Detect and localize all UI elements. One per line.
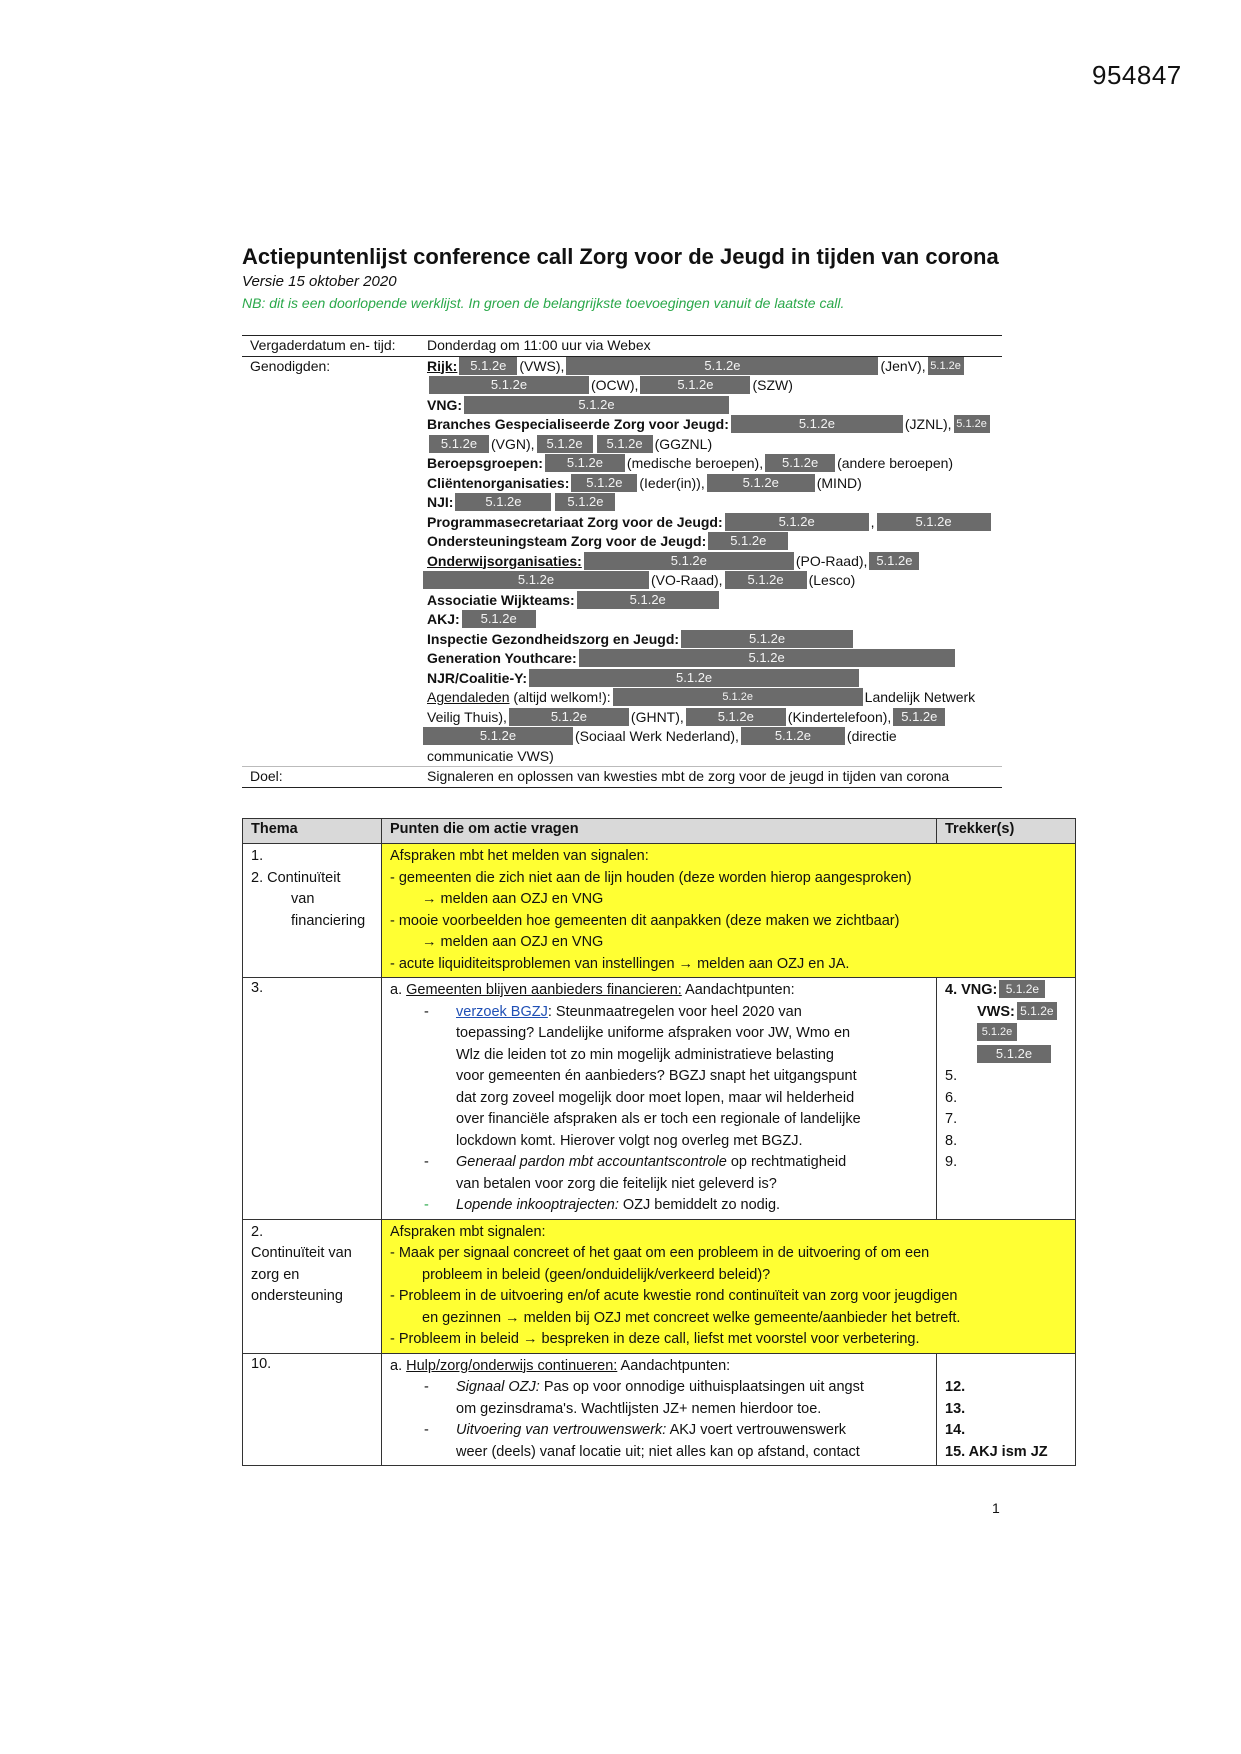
bullet-text: dat zorg zoveel mogelijk door moet lopen, maar wil helderheid — [456, 1089, 855, 1106]
org-njr: NJR/Coalitie-Y: — [427, 669, 528, 686]
redaction: 5.1.2e — [725, 571, 807, 589]
org-szw: (SZW) — [752, 377, 793, 393]
bullet-text: AKJ voert vertrouwenswerk — [666, 1422, 847, 1438]
item-number: 9. — [945, 1154, 958, 1170]
redaction: 5.1.2e — [686, 708, 786, 726]
redaction: 5.1.2e — [613, 688, 863, 706]
theme-text: van — [291, 891, 315, 907]
org-ggznl: (GGZNL) — [654, 435, 713, 452]
org-wijkteams: Associatie Wijkteams: — [427, 591, 575, 608]
item-title: Gemeenten blijven aanbieders financieren: — [406, 982, 682, 998]
agendaleden-welkom: (altijd welkom!): — [513, 689, 611, 705]
action-line: - gemeenten die zich niet aan de lijn houden (deze worden hierop aangesproken) — [390, 869, 912, 886]
redaction: 5.1.2e — [429, 376, 589, 394]
bullet-italic: Signaal OZJ: — [456, 1379, 540, 1395]
redaction: 5.1.2e — [579, 649, 955, 667]
action-line: - acute liquiditeitsproblemen van instellingen → melden aan OZJ en JA. — [390, 955, 850, 972]
item-number: 6. — [945, 1089, 958, 1106]
redaction: 5.1.2e — [597, 435, 653, 453]
item-title: Hulp/zorg/onderwijs continueren: — [406, 1357, 618, 1374]
redaction: 5.1.2e — [429, 435, 489, 453]
bullet-italic: Lopende inkooptrajecten: — [456, 1197, 619, 1213]
item-number: 13. — [945, 1400, 966, 1417]
table-row — [243, 844, 1076, 978]
action-line: Afspraken mbt het melden van signalen: — [390, 848, 649, 864]
trekker-vws: VWS: — [977, 1003, 1015, 1020]
org-branches: Branches Gespecialiseerde Zorg voor Jeugd: — [427, 416, 729, 432]
header-thema: Thema — [243, 819, 382, 844]
redaction: 5.1.2e — [765, 454, 835, 472]
table-row — [243, 1219, 1076, 1353]
trekkers-cell — [937, 1353, 1076, 1466]
org-vws: (VWS), — [519, 357, 565, 374]
org-landelijk: Landelijk Netwerk — [864, 689, 976, 705]
redaction: 5.1.2e — [1017, 1002, 1057, 1020]
item-rest: Aandachtpunten: — [617, 1357, 731, 1374]
theme-cell — [243, 844, 382, 978]
org-jznl: (JZNL), — [904, 416, 952, 432]
action-line: probleem in beleid (geen/onduidelijk/verkeerd beleid)? — [422, 1266, 771, 1283]
bullet-text: : Steunmaatregelen voor heel 2020 van — [547, 1003, 802, 1020]
redaction: 5.1.2e — [571, 474, 637, 492]
theme-number: 1. — [251, 848, 264, 864]
action-line: - Maak per signaal concreet of het gaat om een probleem in de uitvoering of om een — [390, 1245, 930, 1261]
redaction: 5.1.2e — [566, 357, 878, 375]
invitees-label: Genodigden: — [250, 357, 331, 374]
redaction: 5.1.2e — [977, 1023, 1017, 1041]
page-number: 1 — [992, 1500, 1000, 1516]
theme-number: 2. — [251, 1223, 264, 1240]
org-kindertelefoon: (Kindertelefoon), — [787, 708, 892, 725]
item-number: 15. AKJ ism JZ — [945, 1443, 1048, 1460]
redaction: 5.1.2e — [577, 591, 719, 609]
bullet-text: OZJ bemiddelt zo nodig. — [618, 1197, 781, 1213]
org-vng: VNG: — [427, 396, 462, 413]
version-line: Versie 15 oktober 2020 — [242, 273, 397, 290]
redaction: 5.1.2e — [741, 727, 845, 745]
item-number: 7. — [945, 1111, 958, 1127]
bullet-text: over financiële afspraken als er toch een regionale of landelijke — [456, 1111, 861, 1127]
date-label: Vergaderdatum en- tijd: — [250, 337, 396, 353]
verzoek-bgzj-link[interactable]: verzoek BGZJ — [456, 1003, 548, 1020]
redaction: 5.1.2e — [537, 435, 593, 453]
redaction: 5.1.2e — [584, 552, 794, 570]
bullet-text: voor gemeenten én aanbieders? BGZJ snapt het uitgangspunt — [456, 1068, 857, 1084]
item-number: 8. — [945, 1132, 958, 1149]
redaction: 5.1.2e — [529, 669, 859, 687]
org-voraad: (VO-Raad), — [651, 572, 723, 588]
redaction: 5.1.2e — [977, 1045, 1051, 1063]
org-veilig-thuis: Veilig Thuis), — [427, 708, 507, 725]
item-prefix: a. — [390, 982, 407, 998]
org-mind: (MIND) — [816, 474, 862, 491]
redaction: 5.1.2e — [954, 415, 990, 433]
org-onderwijs: Onderwijsorganisaties: — [427, 552, 582, 569]
table-row — [243, 1353, 1076, 1466]
action-cell — [382, 844, 1076, 978]
bullet-text: Pas op voor onnodige uithuisplaatsingen uit angst — [539, 1379, 864, 1395]
redaction: 5.1.2e — [731, 415, 903, 433]
theme-cell: 3. — [243, 978, 382, 1220]
redaction: 5.1.2e — [928, 357, 964, 375]
org-akj: AKJ: — [427, 611, 460, 627]
org-directie: (directie — [846, 728, 897, 744]
comma: , — [870, 513, 875, 530]
org-programma: Programmasecretariaat Zorg voor de Jeugd: — [427, 513, 723, 530]
item-number: 12. — [945, 1379, 966, 1395]
org-ghnt: (GHNT), — [630, 708, 684, 725]
action-cell: a. Gemeenten blijven aanbieders financieren: Aandachtpunten: - verzoek BGZJ: Steunmaatregelen voor heel 2020 van toepassing? Landelijke uniforme afspraken voor JW, Wmo en Wlz die leiden tot zo min mogelijk administratieve belasting voor gemeenten én aanbieders? BGZJ snapt het uitgangspunt dat zorg zoveel mogelijk door moet lopen, maar wil helderheid over financiële afspraken als er toch een regionale of landelijke lockdown komt. Hierover volgt nog overleg met BGZJ. - Generaal pardon mbt accountantscontrole op rechtmatigheid van betalen voor zorg die feitelijk niet geleverd is? - Lopende inkooptrajecten: OZJ bemiddelt zo nodig. — [382, 978, 937, 1220]
document-number: 954847 — [1092, 60, 1182, 90]
org-rijk: Rijk: — [427, 357, 458, 374]
org-client: Cliëntenorganisaties: — [427, 474, 570, 491]
action-line: en gezinnen → melden bij OZJ met concreet welke gemeente/aanbieder het betreft. — [422, 1309, 961, 1326]
redaction: 5.1.2e — [423, 727, 573, 745]
bullet-italic: Generaal pardon mbt accountantscontrole — [456, 1154, 727, 1170]
redaction: 5.1.2e — [555, 493, 615, 511]
org-sociaal-werk: (Sociaal Werk Nederland), — [575, 728, 739, 744]
redaction: 5.1.2e — [640, 376, 750, 394]
org-poraad: (PO-Raad), — [795, 552, 868, 569]
theme-text: Continuïteit van — [251, 1245, 352, 1261]
action-line: - Probleem in beleid → bespreken in deze call, liefst met voorstel voor verbetering. — [390, 1331, 920, 1347]
org-lesco: (Lesco) — [808, 572, 856, 588]
header-punten: Punten die om actie vragen — [382, 819, 937, 844]
bullet-text: toepassing? Landelijke uniforme afspraken voor JW, Wmo en — [456, 1025, 851, 1041]
org-iederin: (Ieder(in)), — [639, 474, 705, 491]
org-vgn: (VGN), — [491, 435, 535, 452]
theme-text: ondersteuning — [251, 1288, 343, 1304]
redaction: 5.1.2e — [893, 708, 945, 726]
table-header — [243, 819, 1076, 844]
theme-text: zorg en — [251, 1266, 300, 1283]
bullet-text: op rechtmatigheid — [726, 1154, 847, 1170]
action-line: → melden aan OZJ en VNG — [422, 891, 604, 907]
trekkers-cell — [937, 978, 1076, 1220]
meeting-details — [242, 335, 1002, 788]
org-jenv: (JenV), — [880, 357, 926, 374]
org-ondersteuning: Ondersteuningsteam Zorg voor de Jeugd: — [427, 533, 707, 549]
page-title: Actiepuntenlijst conference call Zorg voor de Jeugd in tijden van corona — [242, 244, 999, 269]
redaction: 5.1.2e — [877, 513, 991, 531]
org-communicatie: communicatie VWS) — [427, 747, 554, 764]
redaction: 5.1.2e — [707, 474, 815, 492]
bullet-text: Wlz die leiden tot zo min mogelijk administratieve belasting — [456, 1046, 834, 1063]
action-line: Afspraken mbt signalen: — [390, 1223, 546, 1240]
theme-cell: 10. — [243, 1353, 382, 1466]
green-note: NB: dit is een doorlopende werklijst. In groen de belangrijkste toevoegingen vanuit de laatste call. — [242, 295, 845, 311]
redaction: 5.1.2e — [725, 513, 869, 531]
goal-label: Doel: — [250, 768, 283, 784]
redaction: 5.1.2e — [423, 571, 649, 589]
action-line: → melden aan OZJ en VNG — [422, 934, 604, 950]
action-table — [242, 818, 1076, 1466]
trekker-vng: 4. VNG: — [945, 982, 998, 998]
theme-cell — [243, 1219, 382, 1353]
goal-value: Signaleren en oplossen van kwesties mbt de zorg voor de jeugd in tijden van corona — [427, 768, 950, 784]
org-medisch: (medische beroepen), — [626, 455, 764, 471]
action-line: - Probleem in de uitvoering en/of acute kwestie rond continuïteit van zorg voor jeugdigen — [390, 1288, 958, 1304]
org-beroepsgroepen: Beroepsgroepen: — [427, 455, 543, 471]
item-prefix: a. — [390, 1357, 407, 1374]
theme-text: 2. Continuïteit — [251, 869, 341, 886]
item-number: 14. — [945, 1422, 966, 1438]
org-inspectie: Inspectie Gezondheidszorg en Jeugd: — [427, 630, 680, 647]
redaction: 5.1.2e — [545, 454, 625, 472]
agendaleden: Agendaleden — [427, 689, 510, 705]
bullet-italic: Uitvoering van vertrouwenswerk: — [456, 1422, 667, 1438]
redaction: 5.1.2e — [462, 610, 536, 628]
header-trekkers: Trekker(s) — [937, 819, 1076, 844]
redaction: 5.1.2e — [464, 396, 729, 414]
item-number: 5. — [945, 1068, 958, 1084]
date-value: Donderdag om 11:00 uur via Webex — [427, 337, 651, 353]
invitees-list — [427, 357, 1002, 767]
action-cell: a. Hulp/zorg/onderwijs continueren: Aandachtpunten: - Signaal OZJ: Pas op voor onnodige uithuisplaatsingen uit angst om gezinsdrama's. Wachtlijsten JZ+ nemen hierdoor toe. - Uitvoering van vertrouwenswerk: AKJ voert vertrouwenswerk weer (deels) vanaf locatie uit; niet alles kan op afstand, contact — [382, 1353, 937, 1466]
action-cell — [382, 1219, 1076, 1353]
org-nji: NJI: — [427, 494, 454, 510]
org-generation: Generation Youthcare: — [427, 650, 577, 666]
action-line: - mooie voorbeelden hoe gemeenten dit aanpakken (deze maken we zichtbaar) — [390, 912, 900, 929]
bullet-text: van betalen voor zorg die feitelijk niet geleverd is? — [456, 1175, 777, 1192]
redaction: 5.1.2e — [708, 532, 788, 550]
bullet-text: om gezinsdrama's. Wachtlijsten JZ+ nemen hierdoor toe. — [456, 1400, 822, 1417]
bullet-text: weer (deels) vanaf locatie uit; niet alles kan op afstand, contact — [456, 1443, 860, 1460]
org-andere: (andere beroepen) — [837, 455, 954, 471]
bullet-text: lockdown komt. Hierover volgt nog overleg met BGZJ. — [456, 1132, 803, 1149]
redaction: 5.1.2e — [509, 708, 629, 726]
org-ocw: (OCW), — [591, 377, 639, 393]
redaction: 5.1.2e — [681, 630, 853, 648]
redaction: 5.1.2e — [455, 493, 551, 511]
item-rest: Aandachtpunten: — [681, 982, 795, 998]
redaction: 5.1.2e — [459, 357, 517, 375]
theme-text: financiering — [291, 912, 366, 929]
redaction: 5.1.2e — [869, 552, 919, 570]
redaction: 5.1.2e — [999, 980, 1045, 998]
table-row — [243, 978, 1076, 1220]
